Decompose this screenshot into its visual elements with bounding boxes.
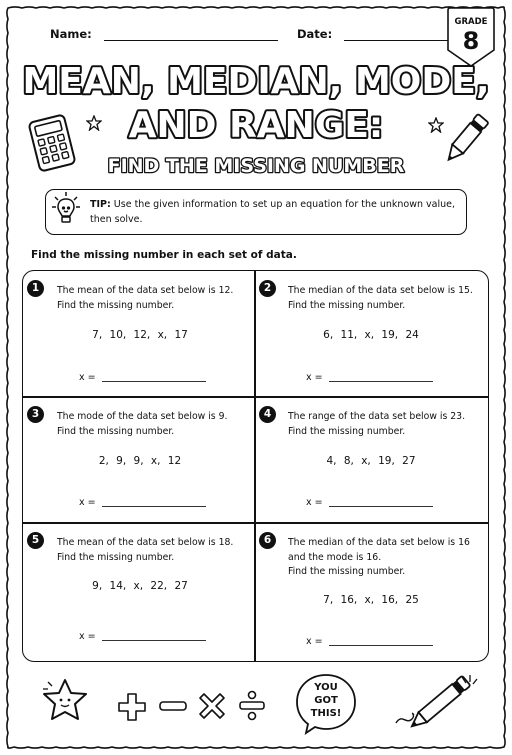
grid-divider-horizontal	[22, 522, 489, 524]
data-set: 7, 16, x, 16, 25	[323, 594, 419, 606]
date-label: Date:	[297, 27, 333, 41]
minus-icon	[158, 698, 188, 714]
prompt-line: Find the missing number.	[57, 425, 175, 437]
bubble-line: GOT	[314, 695, 338, 706]
problem-prompt	[57, 284, 247, 313]
prompt-line: Find the missing number.	[288, 566, 406, 577]
answer-label: x =	[79, 372, 96, 383]
prompt-line: Find the missing number.	[288, 425, 406, 437]
star-icon	[40, 677, 90, 723]
answer-field[interactable]	[79, 497, 206, 508]
pencil-icon	[440, 110, 492, 168]
tip-text	[90, 197, 462, 227]
plus-icon	[117, 692, 147, 722]
problem-number: 6	[259, 532, 276, 549]
answer-line	[329, 645, 433, 646]
problem-prompt	[288, 536, 478, 580]
problem-prompt	[57, 536, 247, 565]
grid-divider-vertical	[254, 270, 256, 662]
title-line-1: MEAN, MEDIAN, MODE,	[22, 61, 490, 102]
calculator-icon	[24, 112, 80, 174]
prompt-line: The mean of the data set below is 18.	[57, 537, 234, 548]
grid-divider-horizontal	[22, 396, 489, 398]
title-subtitle: FIND THE MISSING NUMBER	[107, 155, 405, 177]
data-set: 9, 14, x, 22, 27	[92, 580, 188, 592]
data-set: 4, 8, x, 19, 27	[326, 455, 416, 467]
problem-number: 5	[27, 532, 44, 549]
grade-number: 8	[462, 27, 480, 55]
answer-line	[102, 381, 206, 382]
prompt-line: The median of the data set below is 16	[288, 537, 470, 548]
times-icon	[198, 692, 226, 720]
answer-line	[329, 381, 433, 382]
encouragement-text	[303, 681, 349, 720]
answer-field[interactable]	[306, 636, 433, 647]
answer-field[interactable]	[306, 372, 433, 383]
instructions: Find the missing number in each set of data.	[31, 249, 297, 261]
answer-field[interactable]	[79, 372, 206, 383]
problem-number: 2	[259, 280, 276, 297]
answer-label: x =	[306, 497, 323, 508]
star-outline-icon	[86, 115, 102, 131]
answer-label: x =	[306, 372, 323, 383]
answer-field[interactable]	[79, 631, 206, 642]
answer-line	[329, 506, 433, 507]
prompt-line: The mean of the data set below is 12.	[57, 285, 234, 296]
prompt-line: and the mode is 16.	[288, 551, 382, 563]
tip-label: TIP:	[90, 199, 111, 210]
problem-prompt	[57, 410, 247, 439]
grade-label: GRADE	[454, 17, 488, 27]
name-label: Name:	[50, 27, 92, 41]
prompt-line: Find the missing number.	[57, 299, 175, 311]
prompt-line: The mode of the data set below is 9.	[57, 411, 228, 422]
problem-number: 1	[27, 280, 44, 297]
answer-label: x =	[306, 636, 323, 647]
prompt-line: Find the missing number.	[288, 299, 406, 311]
data-set: 6, 11, x, 19, 24	[323, 329, 419, 341]
answer-line	[102, 640, 206, 641]
divide-icon	[238, 690, 266, 722]
prompt-line: The range of the data set below is 23.	[288, 411, 466, 422]
answer-line	[102, 506, 206, 507]
problem-number: 3	[27, 406, 44, 423]
data-set: 7, 10, 12, x, 17	[92, 329, 188, 341]
bubble-line: THIS!	[310, 708, 342, 719]
lightbulb-icon	[52, 191, 80, 227]
problem-number: 4	[259, 406, 276, 423]
problem-prompt	[288, 284, 478, 313]
problem-prompt	[288, 410, 478, 439]
prompt-line: Find the missing number.	[57, 551, 175, 563]
pencil-icon	[392, 673, 484, 731]
bubble-line: YOU	[314, 682, 338, 693]
answer-label: x =	[79, 631, 96, 642]
data-set: 2, 9, 9, x, 12	[98, 455, 182, 467]
tip-body: Use the given information to set up an equation for the unknown value, then solve.	[90, 199, 456, 225]
prompt-line: The median of the data set below is 15.	[288, 285, 473, 296]
answer-field[interactable]	[306, 497, 433, 508]
answer-label: x =	[79, 497, 96, 508]
title-line-2: AND RANGE:	[128, 105, 384, 146]
